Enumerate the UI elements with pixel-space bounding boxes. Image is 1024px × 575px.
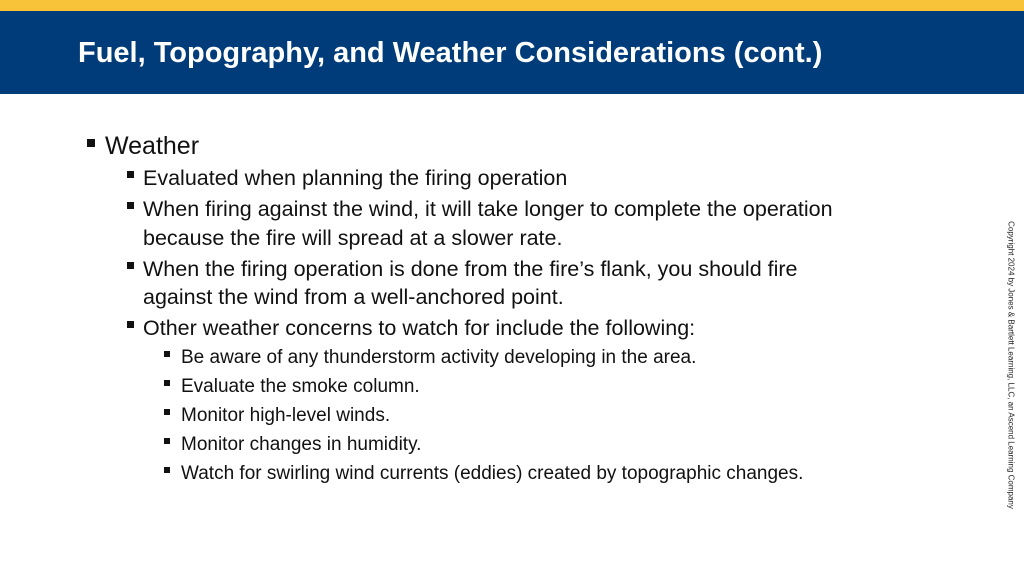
- bullet-text: Monitor changes in humidity.: [181, 434, 422, 455]
- bullet-against-wind: [143, 195, 833, 224]
- copyright-notice: Copyright 2024 by Jones & Bartlett Learning, LLC, an Ascend Learning Company: [1006, 221, 1016, 509]
- bullet-square-icon: [87, 139, 95, 147]
- bullet-flank-continuation: [143, 283, 564, 312]
- bullet-high-winds: [181, 401, 390, 430]
- bullet-text: because the fire will spread at a slower rate.: [143, 226, 563, 250]
- bullet-evaluated: [143, 164, 567, 193]
- bullet-smoke-column: [181, 372, 420, 401]
- bullet-text: against the wind from a well-anchored point.: [143, 285, 564, 309]
- bullet-thunderstorm: [181, 343, 696, 372]
- bullet-square-icon: [164, 409, 170, 415]
- bullet-against-wind-continuation: [143, 224, 562, 253]
- bullet-square-icon: [127, 262, 134, 269]
- bullet-square-icon: [164, 351, 170, 357]
- bullet-square-icon: [127, 321, 134, 328]
- bullet-text: Monitor high-level winds.: [181, 405, 391, 426]
- bullet-square-icon: [164, 380, 170, 386]
- bullet-square-icon: [164, 467, 170, 473]
- bullet-square-icon: [127, 171, 134, 178]
- bullet-other-concerns: [143, 314, 695, 343]
- bullet-weather: [105, 132, 199, 161]
- bullet-flank: [143, 255, 798, 284]
- slide-title: Fuel, Topography, and Weather Considerations (cont.): [78, 37, 823, 69]
- bullet-text: Be aware of any thunderstorm activity developing in the area.: [181, 347, 697, 368]
- bullet-text: When the firing operation is done from the fire’s flank, you should fire: [143, 257, 798, 281]
- bullet-text: Evaluated when planning the firing operation: [143, 166, 568, 190]
- bullet-humidity: [181, 430, 421, 459]
- bullet-eddies: [181, 459, 803, 488]
- bullet-text: Evaluate the smoke column.: [181, 376, 420, 397]
- bullet-text: Weather: [105, 132, 200, 160]
- bullet-square-icon: [127, 202, 134, 209]
- bullet-text: Other weather concerns to watch for include the following:: [143, 316, 696, 340]
- bullet-text: When firing against the wind, it will take longer to complete the operation: [143, 197, 833, 221]
- bullet-square-icon: [164, 438, 170, 444]
- bullet-text: Watch for swirling wind currents (eddies) created by topographic changes.: [181, 463, 804, 484]
